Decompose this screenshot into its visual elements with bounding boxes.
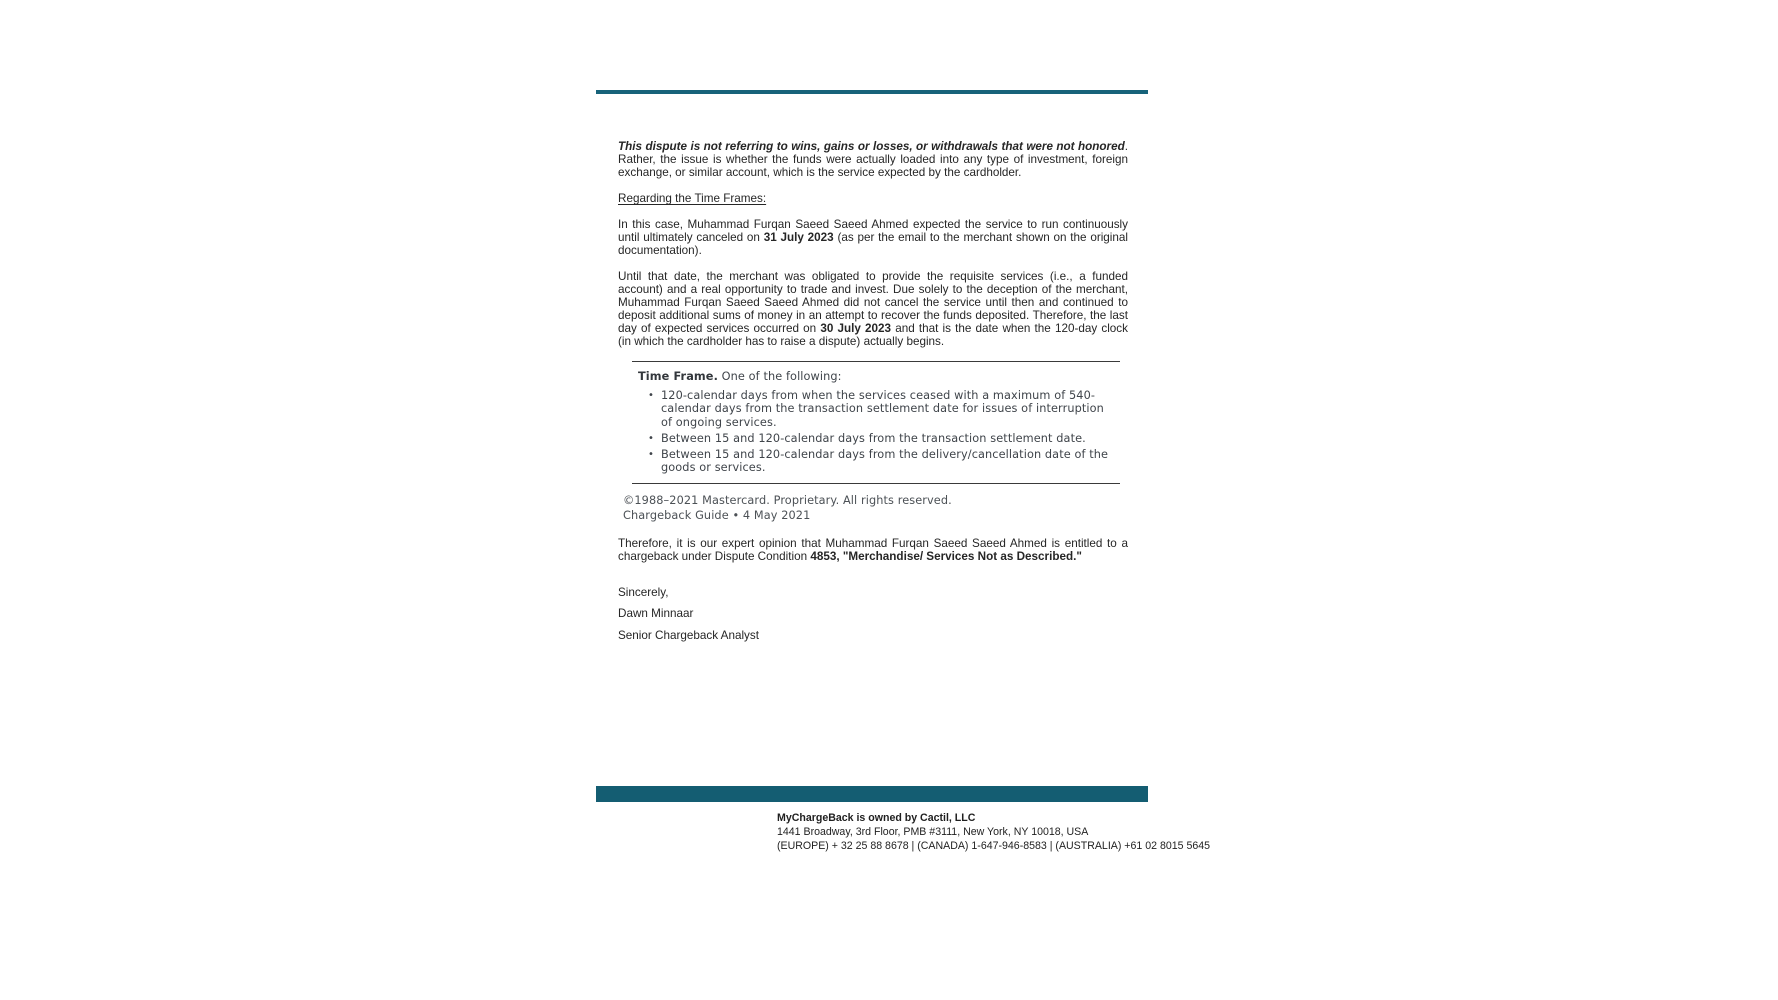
excerpt-copyright-line: ©1988–2021 Mastercard. Proprietary. All rights reserved. bbox=[623, 494, 952, 507]
conclusion-paragraph: Therefore, it is our expert opinion that Muhammad Furqan Saeed Saeed Ahmed is entitled to a chargeback under Dispute Condition 4853, "Merchandise/ Services Not as Described." bbox=[618, 537, 1128, 563]
timeframe-label: Time Frame. bbox=[638, 370, 718, 383]
closing-salutation: Sincerely, bbox=[618, 586, 669, 599]
timeframe-bullet-item: • 120-calendar days from when the services ceased with a maximum of 540-calendar days from the transaction settlement date for issues of interruption of ongoing services. bbox=[646, 389, 1112, 430]
page-top-rule bbox=[596, 90, 1148, 94]
signature-name: Dawn Minnaar bbox=[618, 607, 694, 620]
footer-contact-block bbox=[777, 812, 1210, 853]
dispute-clarification-paragraph: This dispute is not referring to wins, gains or losses, or withdrawals that were not honored. Rather, the issue is whether the funds were actually loaded into any type of investment, foreign exchange, or similar account, which is the service expected by the cardholder. bbox=[618, 140, 1128, 179]
timeframe-bullet-item: • Between 15 and 120-calendar days from the delivery/cancellation date of the goods or services. bbox=[646, 448, 1112, 475]
footer-phone-line: (EUROPE) + 32 25 88 8678 | (CANADA) 1-647-946-8583 | (AUSTRALIA) +61 02 8015 5645 bbox=[777, 839, 1211, 852]
excerpt-source-block bbox=[623, 493, 1128, 523]
timeframe-label-suffix: One of the following: bbox=[721, 370, 842, 383]
footer-owner-line: MyChargeBack is owned by Cactil, LLC bbox=[777, 812, 976, 824]
timeframe-bullet-item: • Between 15 and 120-calendar days from the transaction settlement date. bbox=[646, 432, 1112, 446]
obligation-paragraph: Until that date, the merchant was obligated to provide the requisite services (i.e., a funded account) and a real opportunity to trade and invest. Due solely to the deception of the merchant, Muhammad Furqan Saeed Saeed Ahmed did not cancel the service until then and continued to deposit additional sums of money in an attempt to recover the funds deposited. Therefore, the last day of expected services occurred on 30 July 2023 and that is the date when the 120-day clock (in which the cardholder has to raise a dispute) actually begins. bbox=[618, 270, 1128, 348]
cancellation-paragraph: In this case, Muhammad Furqan Saeed Saeed Ahmed expected the service to run continuously until ultimately canceled on 31 July 2023 (as per the email to the merchant shown on the original documentation). bbox=[618, 218, 1128, 257]
excerpt-guide-line: Chargeback Guide • 4 May 2021 bbox=[623, 509, 811, 522]
letter-body bbox=[618, 140, 1128, 642]
signature-title: Senior Chargeback Analyst bbox=[618, 629, 759, 642]
timeframe-label-line bbox=[638, 370, 1112, 384]
mastercard-timeframe-excerpt bbox=[632, 361, 1120, 484]
footer-accent-bar bbox=[596, 786, 1148, 802]
footer-address-line: 1441 Broadway, 3rd Floor, PMB #3111, New York, NY 10018, USA bbox=[777, 825, 1089, 838]
timeframe-bullet-list bbox=[638, 389, 1112, 475]
time-frames-heading: Regarding the Time Frames: bbox=[618, 192, 767, 205]
